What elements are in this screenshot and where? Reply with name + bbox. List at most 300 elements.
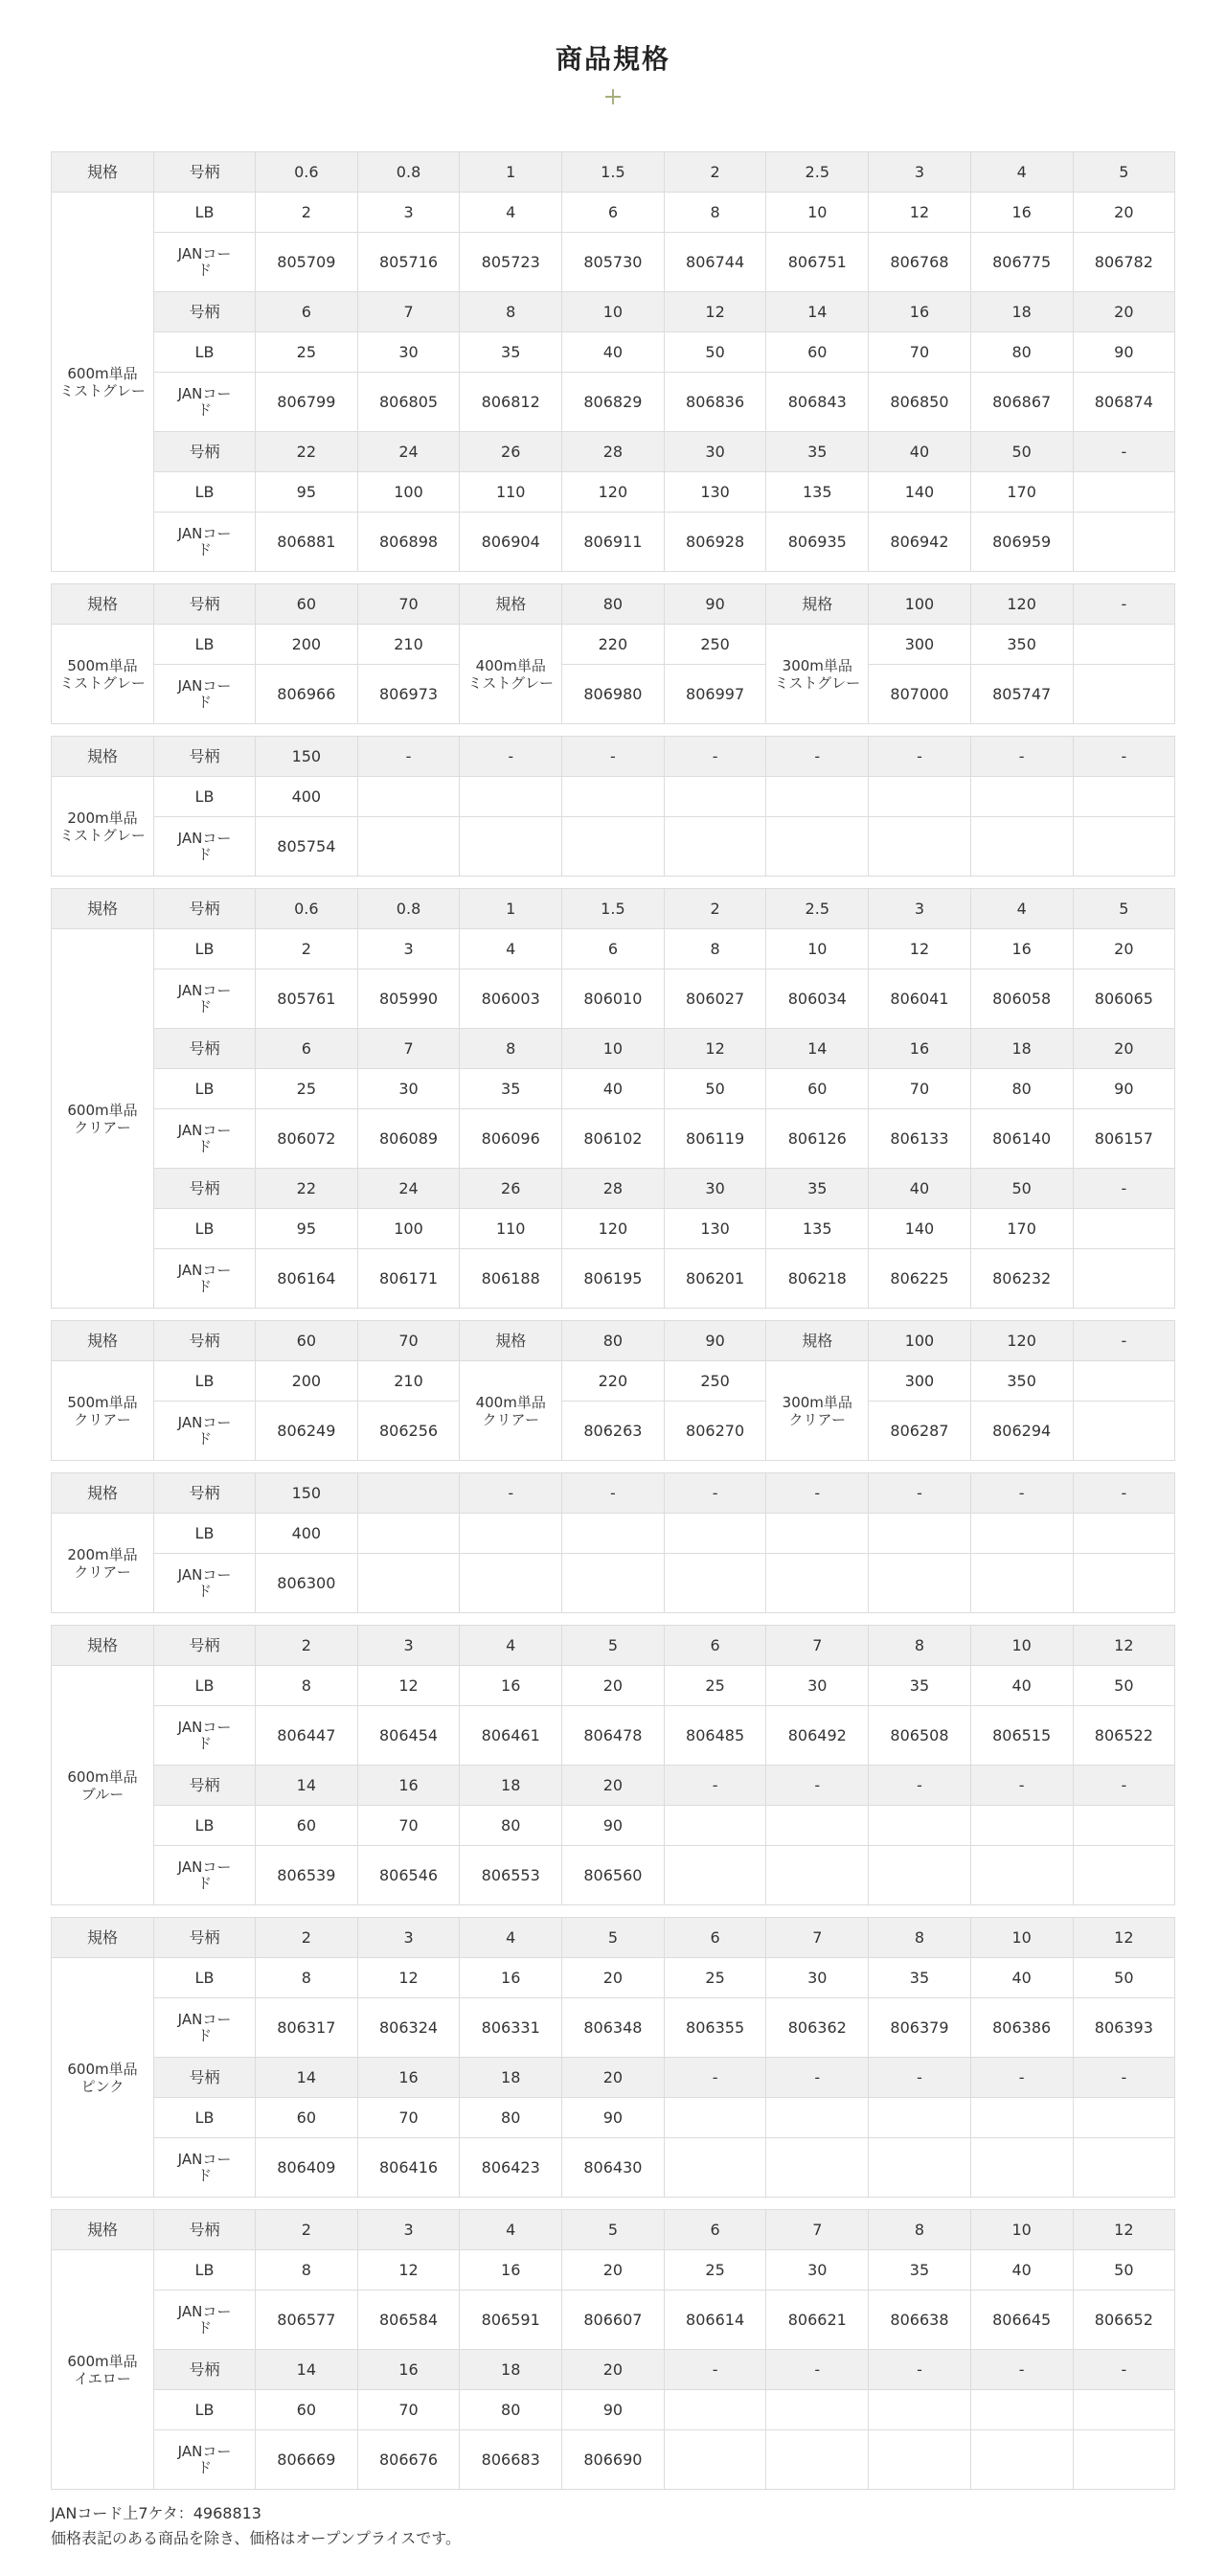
table-cell: 806898	[357, 513, 460, 572]
table-cell	[766, 777, 869, 817]
table-cell: -	[766, 1473, 869, 1514]
table-cell: 806072	[256, 1109, 358, 1169]
lb-row	[52, 2390, 1175, 2430]
table-cell	[766, 1846, 869, 1905]
table-cell: 140	[869, 1209, 971, 1249]
table-cell: 0.8	[357, 889, 460, 929]
table-cell: -	[460, 1473, 562, 1514]
table-cell: 806355	[664, 1998, 766, 2058]
lb-label: LB	[154, 2098, 256, 2138]
table-cell: 20	[1073, 929, 1175, 969]
table-cell: 806102	[562, 1109, 665, 1169]
table-cell	[766, 1514, 869, 1554]
table-cell	[869, 2390, 971, 2430]
table-cell: 50	[664, 332, 766, 373]
table-cell: 8	[460, 292, 562, 332]
table-cell: 806652	[1073, 2291, 1175, 2350]
table-cell: 806201	[664, 1249, 766, 1309]
table-cell: 806294	[970, 1402, 1073, 1461]
lb-label: LB	[154, 625, 256, 665]
table-cell: 806263	[562, 1402, 665, 1461]
table-cell: 805761	[256, 969, 358, 1029]
table-cell	[1073, 777, 1175, 817]
table-cell: 50	[1073, 2250, 1175, 2291]
table-cell: 14	[256, 2350, 358, 2390]
table-cell: 805730	[562, 233, 665, 292]
table-cell	[664, 2138, 766, 2198]
table-cell: 35	[869, 1666, 971, 1706]
table-cell: 4	[970, 889, 1073, 929]
table-cell: 28	[562, 432, 665, 472]
table-cell: 規格	[460, 584, 562, 625]
table-cell: 806577	[256, 2291, 358, 2350]
table-cell: 806485	[664, 1706, 766, 1766]
table-cell: 806508	[869, 1706, 971, 1766]
table-cell: 25	[664, 1958, 766, 1998]
jan-row	[52, 2138, 1175, 2198]
spec-header-cell: 規格	[52, 737, 154, 777]
table-cell: 806171	[357, 1249, 460, 1309]
table-cell	[664, 2430, 766, 2490]
table-cell: 28	[562, 1169, 665, 1209]
jan-row	[52, 1249, 1175, 1309]
table-cell: 806157	[1073, 1109, 1175, 1169]
lb-row	[52, 2250, 1175, 2291]
product-label: 600m単品 ミストグレー	[52, 193, 154, 572]
table-cell: 806980	[562, 665, 665, 724]
table-cell: 35	[766, 432, 869, 472]
table-cell: -	[766, 1766, 869, 1806]
table-cell: 120	[562, 1209, 665, 1249]
table-cell: 130	[664, 472, 766, 513]
table-cell: 150	[256, 737, 358, 777]
table-cell: 806010	[562, 969, 665, 1029]
table-cell: 806621	[766, 2291, 869, 2350]
table-cell: 40	[970, 1666, 1073, 1706]
section-heading	[0, 0, 1226, 107]
table-cell: 30	[766, 1666, 869, 1706]
table-cell: 806805	[357, 373, 460, 432]
number-label: 号柄	[154, 432, 256, 472]
lb-row	[52, 1958, 1175, 1998]
table-cell: 806386	[970, 1998, 1073, 2058]
table-cell: 135	[766, 472, 869, 513]
table-cell	[970, 1514, 1073, 1554]
table-cell: 22	[256, 432, 358, 472]
table-cell: 4	[460, 1626, 562, 1666]
table-cell	[970, 1554, 1073, 1613]
table-cell: 24	[357, 432, 460, 472]
spec-table	[51, 2209, 1175, 2490]
table-cell	[766, 2390, 869, 2430]
lb-label: LB	[154, 1514, 256, 1554]
lb-label: LB	[154, 2250, 256, 2291]
table-cell	[1073, 513, 1175, 572]
jan-label: JANコード	[154, 233, 256, 292]
table-cell: 14	[256, 1766, 358, 1806]
table-cell: 70	[869, 332, 971, 373]
table-cell: 806522	[1073, 1706, 1175, 1766]
table-cell: 70	[357, 584, 460, 625]
table-cell: 30	[664, 1169, 766, 1209]
table-cell: 16	[460, 2250, 562, 2291]
table-cell: 806362	[766, 1998, 869, 2058]
number-label: 号柄	[154, 1918, 256, 1958]
table-cell	[357, 1554, 460, 1613]
jan-row	[52, 969, 1175, 1029]
table-cell: 806874	[1073, 373, 1175, 432]
table-cell: 806461	[460, 1706, 562, 1766]
table-cell: 220	[562, 625, 665, 665]
table-cell: 6	[664, 2210, 766, 2250]
table-cell	[1073, 665, 1175, 724]
table-cell: 16	[357, 2350, 460, 2390]
table-cell: 20	[1073, 1029, 1175, 1069]
table-cell: 10	[970, 2210, 1073, 2250]
table-cell: 120	[970, 1321, 1073, 1361]
header-row	[52, 2210, 1175, 2250]
table-cell: 40	[562, 332, 665, 373]
table-cell	[1073, 472, 1175, 513]
table-cell	[869, 1554, 971, 1613]
table-cell: 80	[562, 584, 665, 625]
table-cell	[562, 1514, 665, 1554]
table-cell: 170	[970, 1209, 1073, 1249]
table-cell: 40	[869, 432, 971, 472]
jan-row	[52, 1402, 1175, 1461]
table-cell: 70	[357, 1321, 460, 1361]
table-cell: 7	[357, 1029, 460, 1069]
table-cell	[664, 1806, 766, 1846]
table-cell	[664, 2390, 766, 2430]
table-cell: 806324	[357, 1998, 460, 2058]
table-cell: 7	[766, 2210, 869, 2250]
table-cell: 200	[256, 1361, 358, 1402]
table-cell: 250	[664, 1361, 766, 1402]
spec-header-cell: 規格	[52, 1918, 154, 1958]
table-cell	[664, 777, 766, 817]
jan-row	[52, 1998, 1175, 2058]
table-cell	[970, 1846, 1073, 1905]
table-cell: -	[1073, 1473, 1175, 1514]
table-cell: -	[869, 737, 971, 777]
table-cell: 30	[766, 1958, 869, 1998]
table-cell	[460, 1514, 562, 1554]
table-cell: 12	[664, 292, 766, 332]
table-cell: -	[1073, 2350, 1175, 2390]
table-cell: 806041	[869, 969, 971, 1029]
table-cell: 100	[869, 584, 971, 625]
table-cell: 60	[256, 2390, 358, 2430]
table-cell: -	[664, 2350, 766, 2390]
table-cell: 12	[1073, 1626, 1175, 1666]
table-cell: 806553	[460, 1846, 562, 1905]
table-cell: 20	[562, 1766, 665, 1806]
spec-table	[51, 1320, 1175, 1461]
jan-row	[52, 1846, 1175, 1905]
number-row	[52, 292, 1175, 332]
table-cell	[766, 2138, 869, 2198]
number-row	[52, 1169, 1175, 1209]
table-cell: 806546	[357, 1846, 460, 1905]
table-cell: 806904	[460, 513, 562, 572]
table-cell: 805723	[460, 233, 562, 292]
table-cell: 300	[869, 625, 971, 665]
table-cell: 806416	[357, 2138, 460, 2198]
product-label: 500m単品 ミストグレー	[52, 625, 154, 724]
table-cell: -	[869, 1766, 971, 1806]
number-row	[52, 1029, 1175, 1069]
spec-table	[51, 1625, 1175, 1905]
number-label: 号柄	[154, 152, 256, 193]
jan-row	[52, 373, 1175, 432]
number-label: 号柄	[154, 2350, 256, 2390]
table-cell: 8	[869, 1626, 971, 1666]
table-cell: 100	[869, 1321, 971, 1361]
table-cell	[1073, 2430, 1175, 2490]
table-cell: 140	[869, 472, 971, 513]
table-cell: 12	[357, 1666, 460, 1706]
table-cell: 806447	[256, 1706, 358, 1766]
table-cell	[357, 777, 460, 817]
table-cell: 20	[562, 1666, 665, 1706]
table-cell: 2.5	[766, 889, 869, 929]
table-cell: 16	[869, 292, 971, 332]
table-cell: 60	[256, 2098, 358, 2138]
table-cell: 8	[869, 2210, 971, 2250]
page-title: 商品規格	[555, 43, 670, 75]
table-cell: 806164	[256, 1249, 358, 1309]
table-cell: 7	[766, 1626, 869, 1666]
table-cell: 30	[664, 432, 766, 472]
table-cell: 14	[256, 2058, 358, 2098]
table-cell: 18	[970, 1029, 1073, 1069]
table-cell	[664, 2098, 766, 2138]
table-cell: 210	[357, 625, 460, 665]
table-cell: -	[766, 2350, 869, 2390]
table-cell: 18	[460, 2350, 562, 2390]
table-cell: 806331	[460, 1998, 562, 2058]
spec-header-cell: 規格	[52, 1626, 154, 1666]
table-cell: 号柄	[154, 584, 256, 625]
table-cell: 806775	[970, 233, 1073, 292]
product-label: 200m単品 ミストグレー	[52, 777, 154, 877]
table-cell	[869, 1846, 971, 1905]
table-cell	[766, 1554, 869, 1613]
table-cell: 50	[1073, 1666, 1175, 1706]
table-cell: 806584	[357, 2291, 460, 2350]
table-cell: 18	[460, 2058, 562, 2098]
header-row	[52, 1321, 1175, 1361]
table-cell: 4	[460, 2210, 562, 2250]
table-cell: 4	[970, 152, 1073, 193]
lb-row	[52, 1361, 1175, 1402]
table-cell: 0.6	[256, 889, 358, 929]
number-label: 号柄	[154, 1169, 256, 1209]
table-cell: 90	[1073, 332, 1175, 373]
table-cell	[1073, 817, 1175, 877]
table-cell: 806799	[256, 373, 358, 432]
table-cell: 50	[1073, 1958, 1175, 1998]
product-label: 600m単品 クリアー	[52, 929, 154, 1309]
table-cell: 806188	[460, 1249, 562, 1309]
table-cell: 規格	[52, 584, 154, 625]
table-cell: 16	[970, 193, 1073, 233]
table-cell: 50	[664, 1069, 766, 1109]
table-cell: 80	[460, 1806, 562, 1846]
table-cell: 12	[1073, 1918, 1175, 1958]
table-cell: 25	[256, 332, 358, 373]
table-cell: 806058	[970, 969, 1073, 1029]
table-cell	[562, 817, 665, 877]
table-cell: 806126	[766, 1109, 869, 1169]
table-cell: 806591	[460, 2291, 562, 2350]
table-cell: 806096	[460, 1109, 562, 1169]
product-label: 400m単品 クリアー	[460, 1361, 562, 1461]
table-cell: 806089	[357, 1109, 460, 1169]
table-cell: -	[1073, 1169, 1175, 1209]
table-cell: 806379	[869, 1998, 971, 2058]
table-cell: 806669	[256, 2430, 358, 2490]
table-cell: -	[970, 2058, 1073, 2098]
table-cell: 806270	[664, 1402, 766, 1461]
table-cell: 806614	[664, 2291, 766, 2350]
jan-prefix-note: JANコード上7ケタ：4968813	[51, 2504, 261, 2522]
table-cell: 2	[256, 929, 358, 969]
jan-row	[52, 1109, 1175, 1169]
table-cell	[970, 1806, 1073, 1846]
table-cell: 10	[766, 929, 869, 969]
table-cell: 170	[970, 472, 1073, 513]
table-cell: -	[1073, 2058, 1175, 2098]
table-cell: 2	[256, 2210, 358, 2250]
table-cell	[1073, 2138, 1175, 2198]
table-cell: 807000	[869, 665, 971, 724]
number-label: 号柄	[154, 292, 256, 332]
table-cell: 806690	[562, 2430, 665, 2490]
table-cell: -	[664, 1473, 766, 1514]
table-cell: 806812	[460, 373, 562, 432]
jan-row	[52, 233, 1175, 292]
table-cell: 6	[256, 1029, 358, 1069]
number-label: 号柄	[154, 1766, 256, 1806]
table-cell: 6	[664, 1918, 766, 1958]
table-cell: 806997	[664, 665, 766, 724]
lb-row	[52, 332, 1175, 373]
table-cell: 806607	[562, 2291, 665, 2350]
table-cell: 80	[970, 1069, 1073, 1109]
table-cell: -	[869, 2058, 971, 2098]
header-row	[52, 1918, 1175, 1958]
table-cell: 806935	[766, 513, 869, 572]
table-cell: -	[664, 1766, 766, 1806]
table-cell: 18	[970, 292, 1073, 332]
table-cell: 70	[357, 2098, 460, 2138]
number-label: 号柄	[154, 2210, 256, 2250]
product-label: 500m単品 クリアー	[52, 1361, 154, 1461]
table-cell: 8	[664, 929, 766, 969]
table-cell	[1073, 1361, 1175, 1402]
table-cell: 6	[664, 1626, 766, 1666]
table-cell: -	[869, 1473, 971, 1514]
table-cell: 806140	[970, 1109, 1073, 1169]
product-label: 200m単品 クリアー	[52, 1514, 154, 1613]
table-cell: 806683	[460, 2430, 562, 2490]
table-cell	[970, 777, 1073, 817]
table-cell	[1073, 1209, 1175, 1249]
jan-row	[52, 1554, 1175, 1613]
table-cell: 250	[664, 625, 766, 665]
table-cell: 60	[256, 1806, 358, 1846]
table-cell: 40	[869, 1169, 971, 1209]
table-cell: 806218	[766, 1249, 869, 1309]
header-row	[52, 1473, 1175, 1514]
table-cell: 120	[562, 472, 665, 513]
table-cell: 110	[460, 1209, 562, 1249]
table-cell: 5	[1073, 152, 1175, 193]
product-label: 600m単品 ブルー	[52, 1666, 154, 1905]
table-cell: 3	[357, 193, 460, 233]
table-cell: 3	[357, 929, 460, 969]
table-cell: 8	[664, 193, 766, 233]
table-cell: 50	[970, 432, 1073, 472]
lb-row	[52, 1666, 1175, 1706]
lb-label: LB	[154, 1958, 256, 1998]
table-cell: 規格	[766, 584, 869, 625]
spec-header-cell: 規格	[52, 889, 154, 929]
table-cell	[869, 777, 971, 817]
table-cell: 200	[256, 625, 358, 665]
product-label: 600m単品 イエロー	[52, 2250, 154, 2490]
number-row	[52, 1766, 1175, 1806]
table-cell: 806973	[357, 665, 460, 724]
jan-label: JANコード	[154, 969, 256, 1029]
product-label: 600m単品 ピンク	[52, 1958, 154, 2198]
table-cell: 40	[562, 1069, 665, 1109]
table-cell: 806966	[256, 665, 358, 724]
lb-row	[52, 1514, 1175, 1554]
table-cell: 806782	[1073, 233, 1175, 292]
table-cell	[1073, 2098, 1175, 2138]
table-cell: 4	[460, 1918, 562, 1958]
lb-row	[52, 929, 1175, 969]
table-cell: 16	[460, 1958, 562, 1998]
table-cell: 806928	[664, 513, 766, 572]
number-label: 号柄	[154, 1473, 256, 1514]
table-cell: 20	[1073, 193, 1175, 233]
table-cell	[766, 1806, 869, 1846]
table-cell: 40	[970, 2250, 1073, 2291]
table-cell: 14	[766, 1029, 869, 1069]
table-cell	[562, 777, 665, 817]
table-cell	[460, 1554, 562, 1613]
table-cell: 1.5	[562, 889, 665, 929]
table-cell: 806492	[766, 1706, 869, 1766]
table-cell: 80	[562, 1321, 665, 1361]
jan-label: JANコード	[154, 1109, 256, 1169]
lb-label: LB	[154, 1069, 256, 1109]
table-cell: 5	[562, 1918, 665, 1958]
table-cell: 806195	[562, 1249, 665, 1309]
table-cell: -	[562, 737, 665, 777]
table-cell: 95	[256, 472, 358, 513]
table-cell	[869, 817, 971, 877]
table-cell: 4	[460, 929, 562, 969]
number-label: 号柄	[154, 737, 256, 777]
table-cell: 4	[460, 193, 562, 233]
table-cell	[357, 817, 460, 877]
table-cell: 90	[562, 2098, 665, 2138]
